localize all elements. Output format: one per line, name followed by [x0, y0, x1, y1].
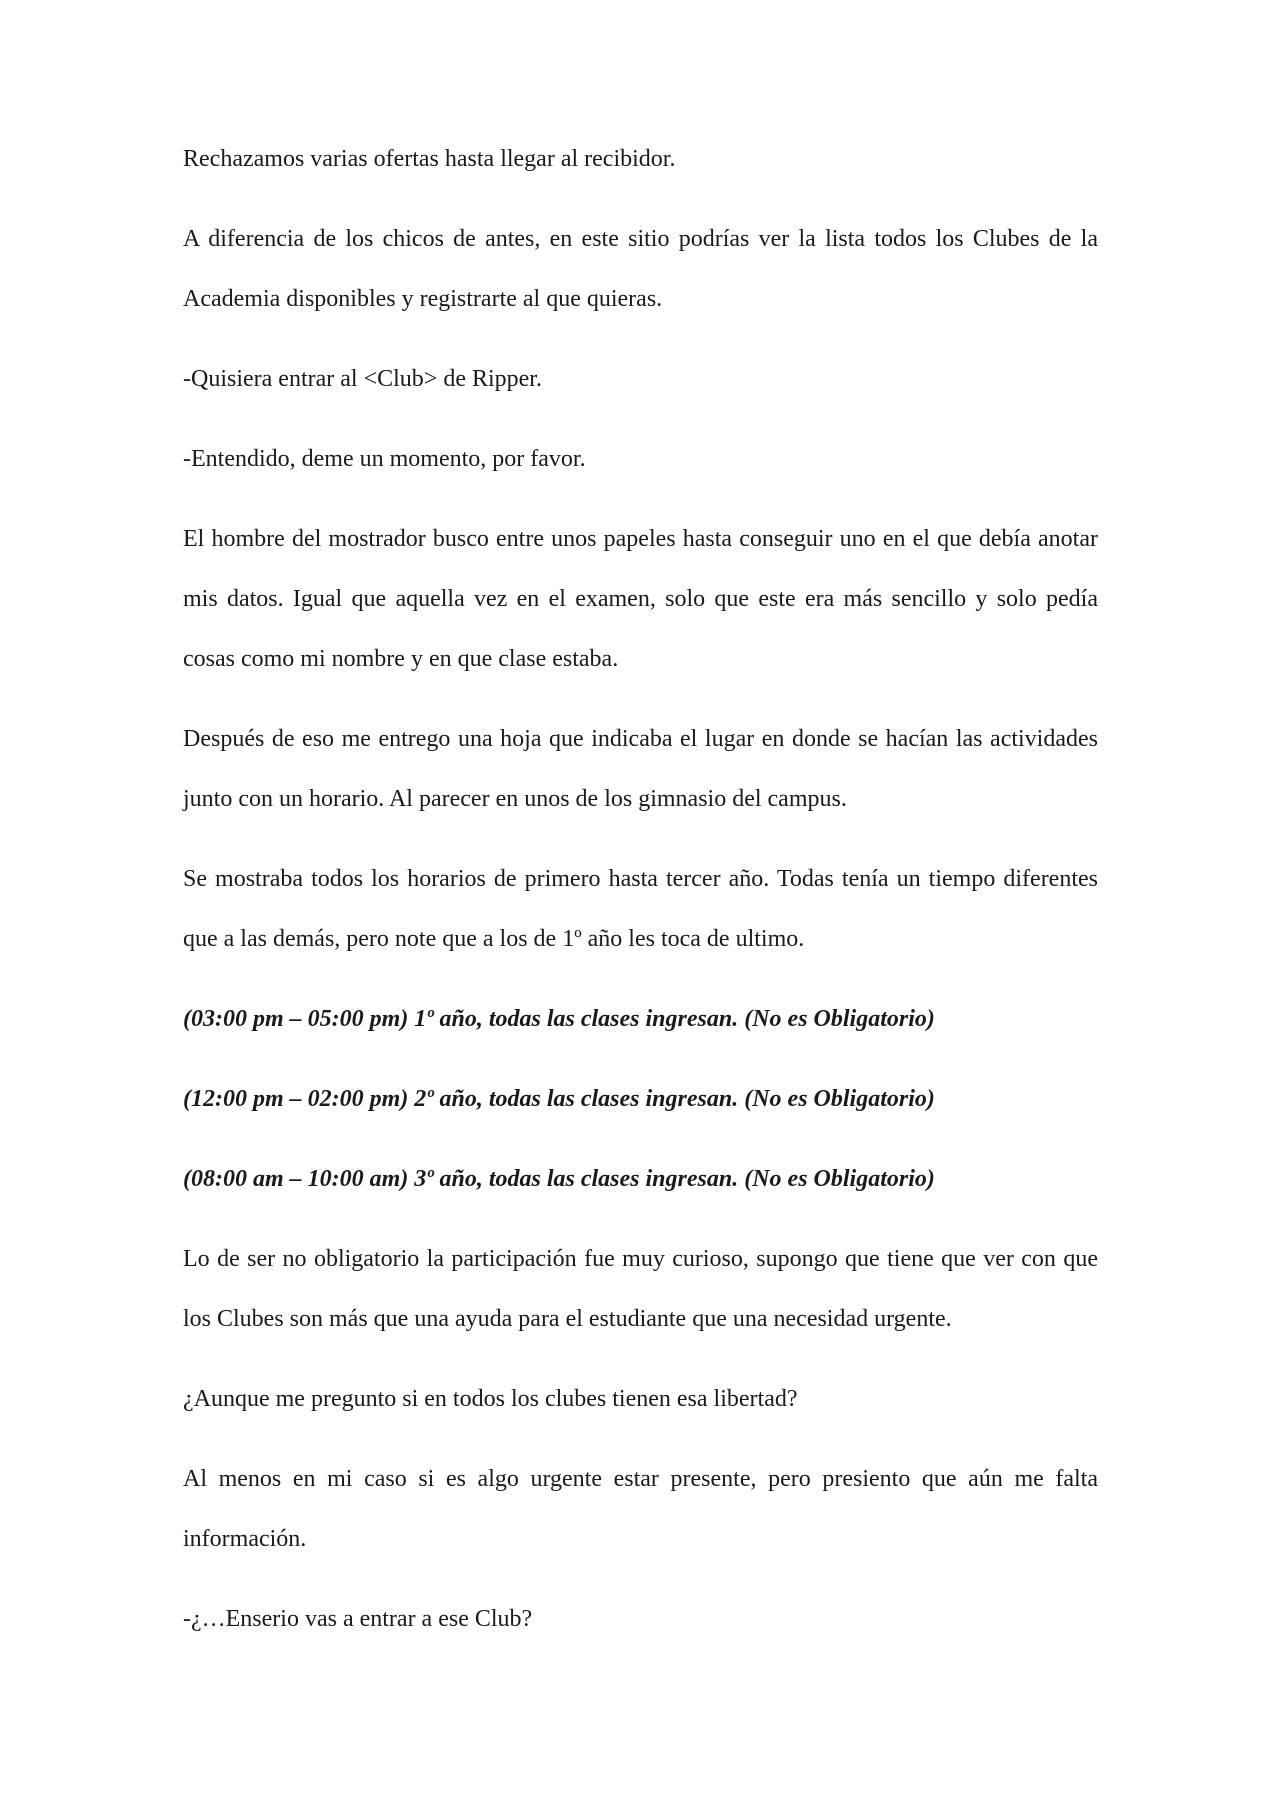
- paragraph-6: Después de eso me entrego una hoja que indicaba el lugar en donde se hacían las actividades junto con un horario. Al parecer en unos de los gimnasio del campus.: [183, 726, 1098, 812]
- paragraph-4: -Entendido, deme un momento, por favor.: [183, 446, 586, 472]
- paragraph-14: -¿…Enserio vas a entrar a ese Club?: [183, 1606, 533, 1632]
- paragraph-5: El hombre del mostrador busco entre unos papeles hasta conseguir uno en el que debía anotar mis datos. Igual que aquella vez en el examen, solo que este era más sencillo y solo pedía cosas como mi nombre y en que clase estaba.: [183, 526, 1098, 672]
- document-page: [183, 145, 1098, 1669]
- paragraph-12: ¿Aunque me pregunto si en todos los clubes tienen esa libertad?: [183, 1386, 798, 1412]
- schedule-line-3: (08:00 am – 10:00 am) 3º año, todas las clases ingresan. (No es Obligatorio): [183, 1166, 935, 1192]
- paragraph-13: Al menos en mi caso si es algo urgente estar presente, pero presiento que aún me falta información.: [183, 1466, 1098, 1552]
- schedule-line-1: (03:00 pm – 05:00 pm) 1º año, todas las clases ingresan. (No es Obligatorio): [183, 1006, 935, 1032]
- paragraph-11: Lo de ser no obligatorio la participación fue muy curioso, supongo que tiene que ver con que los Clubes son más que una ayuda para el estudiante que una necesidad urgente.: [183, 1246, 1098, 1332]
- paragraph-3: -Quisiera entrar al <Club> de Ripper.: [183, 366, 542, 392]
- paragraph-2: A diferencia de los chicos de antes, en este sitio podrías ver la lista todos los Clubes de la Academia disponibles y registrarte al que quieras.: [183, 226, 1098, 312]
- paragraph-1: Rechazamos varias ofertas hasta llegar al recibidor.: [183, 146, 676, 172]
- paragraph-7: Se mostraba todos los horarios de primero hasta tercer año. Todas tenía un tiempo diferentes que a las demás, pero note que a los de 1º año les toca de ultimo.: [183, 866, 1098, 952]
- schedule-line-2: (12:00 pm – 02:00 pm) 2º año, todas las clases ingresan. (No es Obligatorio): [183, 1086, 935, 1112]
